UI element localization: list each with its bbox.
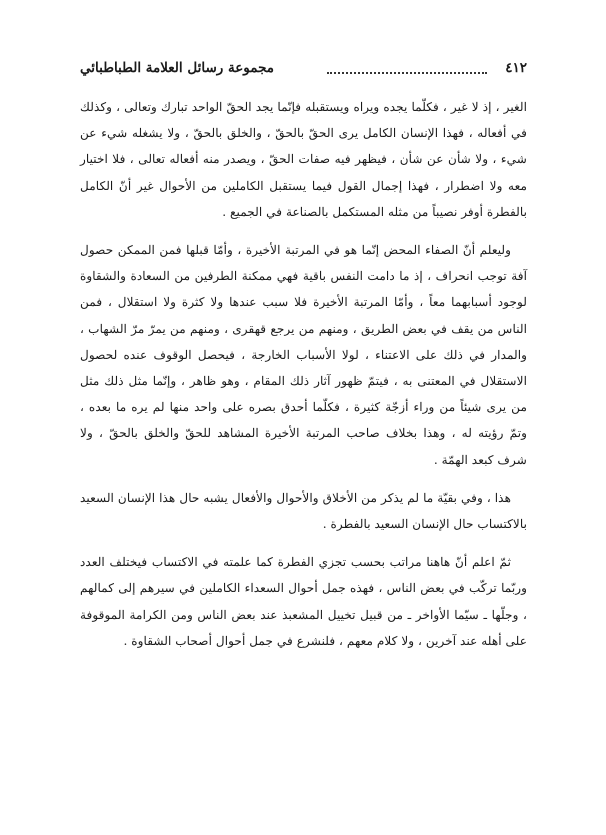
paragraph-4: ثمّ اعلم أنّ هاهنا مراتب بحسب تجزي الفطرة كما علمته في الاكتساب فيختلف العدد وربّما تركّب في بعض الناس ، فهذه جمل أحوال السعداء الكاملين في سيرهم إلى كمالهم ، وجلّها ـ سيّما الأواخر ـ من قبيل تخييل المشعبذ عند بعض الناس ومن الكرامة الموقوفة على أهله عند آخرين ، ولا كلام معهم ، فلنشرع في جمل أحوال أصحاب الشقاوة . [80, 555, 527, 648]
header-dotted-leader [327, 60, 487, 74]
page-number: ٤١٢ [505, 60, 527, 76]
paragraph-2: وليعلم أنّ الصفاء المحض إنّما هو في المرتبة الأخيرة ، وأمّا قبلها فمن الممكن حصول آفة توجب انحراف ، إذ ما دامت النفس باقية فهي ممكنة الطرفين من السعادة والشقاوة لوجود أسبابهما معاً ، وأمّا المرتبة الأخيرة فلا سبب عندها ولا كثرة ولا استقلال ، فمن الناس من يقف في بعض الطريق ، ومنهم من يرجع قهقرى ، ومنهم من يمرّ مرّ الشهاب ، والمدار في ذلك على الاعتناء ، لولا الأسباب الخارجة ، فيحصل الوقوف عنده لحصول الاستقلال في المعتنى به ، فيتمّ ظهور آثار ذلك المقام ، وهو ظاهر ، وإنّما مثل ذلك مثل من يرى شيئاً من وراء أزجّة كثيرة ، فكلّما أحدق بصره على واحد منها لم يره ما بعده ، وتمّ رؤيته له ، وهذا بخلاف صاحب المرتبة الأخيرة المشاهد للحقّ والخلق بالحقّ ، ولا شرف كبعد الهمّة . [80, 243, 527, 467]
paragraph-1: الغير ، إذ لا غير ، فكلّما يجده ويراه ويستقبله فإنّما يجد الحقّ الواحد تبارك وتعالى ، وكذلك في أفعاله ، فهذا الإنسان الكامل يرى الحقّ بالحقّ ، والخلق بالحقّ ، ولا يشغله شيء عن شيء ، ولا شأن عن شأن ، فيظهر فيه صفات الحقّ ، ويصدر منه أفعاله تعالى ، فلا اختيار معه ولا اضطرار ، فهذا إجمال القول فيما يستقبل الكاملين من الأحوال غير أنّ الكامل بالفطرة أوفر نصيباً من مثله المستكمل بالصناعة في الجميع . [80, 100, 527, 219]
paragraph-3: هذا ، وفي بقيّة ما لم يذكر من الأخلاق والأحوال والأفعال يشبه حال هذا الإنسان السعيد بالاكتساب حال الإنسان السعيد بالفطرة . [80, 490, 527, 532]
body-text [80, 94, 527, 654]
book-page [80, 58, 527, 798]
book-title: مجموعة رسائل العلامة الطباطبائي [80, 60, 275, 76]
running-header [80, 58, 527, 84]
